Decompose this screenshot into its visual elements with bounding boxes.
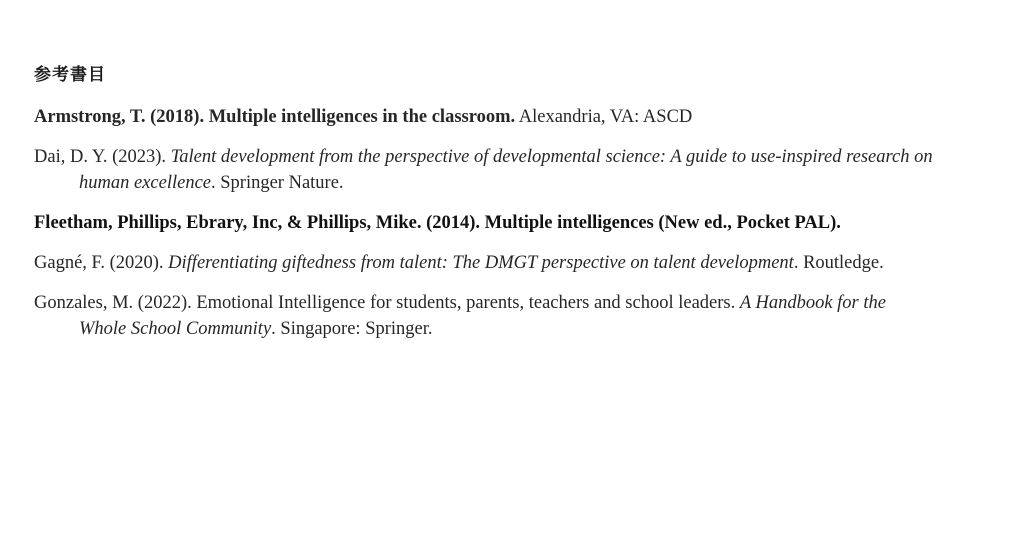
reference-gagne	[34, 250, 934, 276]
reference-gagne-publisher: . Routledge.	[793, 253, 884, 273]
reference-gagne-title: Differentiating giftedness from talent: The DMGT perspective on talent development	[168, 253, 794, 273]
reference-gonzales	[34, 290, 934, 342]
reference-gonzales-author: Gonzales, M. (2022). Emotional Intelligence for students, parents, teachers and school leaders.	[34, 293, 740, 313]
reference-dai-title: Talent development from the perspective of developmental science: A guide to use-inspired research on human excellence	[79, 147, 933, 193]
reference-fleetham-text: Fleetham, Phillips, Ebrary, Inc, & Phillips, Mike. (2014). Multiple intelligences (New ed., Pocket PAL).	[34, 213, 841, 233]
reference-gagne-author: Gagné, F. (2020).	[34, 253, 169, 273]
reference-dai-author: Dai, D. Y. (2023).	[34, 147, 171, 167]
reference-armstrong-publisher: Alexandria, VA: ASCD	[515, 107, 693, 127]
reference-gonzales-publisher: . Singapore: Springer.	[271, 319, 433, 339]
reference-armstrong-title: Armstrong, T. (2018). Multiple intelligences in the classroom.	[34, 107, 516, 127]
reference-dai-publisher: . Springer Nature.	[211, 173, 344, 193]
reference-gonzales-subtitle: A Handbook for the Whole School Community	[79, 293, 886, 339]
reference-list	[34, 104, 934, 356]
bibliography-heading: 参考書目	[34, 65, 106, 85]
reference-armstrong	[34, 104, 934, 130]
reference-fleetham	[34, 210, 934, 236]
reference-dai	[34, 144, 934, 196]
